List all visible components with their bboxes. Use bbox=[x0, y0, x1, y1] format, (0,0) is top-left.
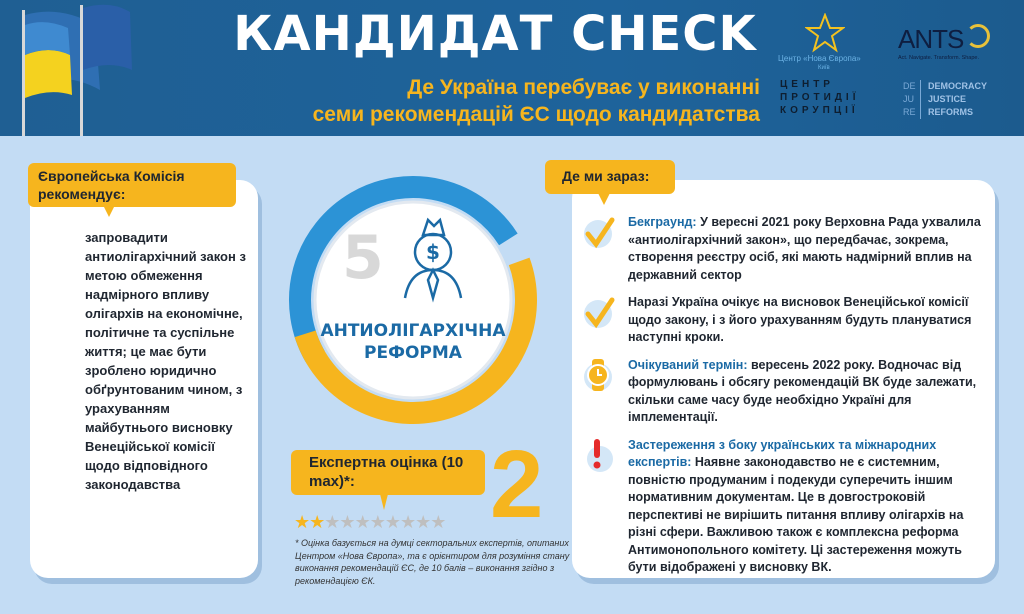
logo-nova-europa: Центр «Нова Європа» bbox=[778, 54, 861, 63]
header bbox=[0, 0, 1024, 136]
star-empty-icon: ★ bbox=[354, 512, 370, 532]
partner-logos bbox=[770, 8, 1020, 128]
item-body bbox=[628, 214, 987, 284]
logo-line: ПРОТИДІЇ bbox=[780, 92, 860, 103]
recommendation-text: запровадити антиолігархічний закон з метою обмеження надмірного впливу олігархів на економічне, політичне та суспільне життя; це має бути зроблено юридично обґрунтованим чином, з урахуванням майбутнього висновку Венеційської комісії щодо відповідного законодавства bbox=[85, 230, 246, 492]
check-icon bbox=[582, 294, 618, 330]
logo-dejure-right bbox=[928, 80, 987, 119]
item-heading: Бекграунд: bbox=[628, 215, 697, 229]
item-text: Наявне законодавство не є системним, повністю продуманим і подекуди суперечить іншим нормативним документам. Це в довгостроковій перспективі не вирішить питання впливу олігархів на різні сфери. Важливою також є комплексна реформа Антимонопольного комітету. Ці застереження можуть бути відображені у висновку ВК. bbox=[628, 455, 964, 574]
star-empty-icon: ★ bbox=[339, 512, 355, 532]
status-item bbox=[582, 214, 987, 284]
logo-line: REFORMS bbox=[928, 107, 973, 117]
item-heading: Застереження з боку українських та міжнародних експертів: bbox=[628, 437, 937, 469]
item-body bbox=[628, 294, 987, 347]
logo-line: JUSTICE bbox=[928, 94, 967, 104]
star-empty-icon: ★ bbox=[384, 512, 400, 532]
item-text: вересень 2022 року. Водночас від формулювань і обсягу рекомендацій ВК буде залежати, скільки саме часу буде необхідно Україні для імплементації. bbox=[628, 357, 977, 424]
logo-line: ЦЕНТР bbox=[780, 79, 834, 90]
rating-score: 2 bbox=[490, 431, 544, 538]
label-tail bbox=[103, 205, 115, 217]
star-empty-icon: ★ bbox=[324, 512, 340, 532]
status-items bbox=[582, 214, 987, 577]
item-text: Наразі Україна очікує на висновок Венеційської комісії щодо закону, і з його урахуванням будуть плануватися наступні кроки. bbox=[628, 295, 972, 344]
logo-ants: ANTS bbox=[898, 24, 964, 54]
star-empty-icon: ★ bbox=[430, 512, 446, 532]
ants-sun-icon bbox=[966, 24, 990, 48]
star-empty-icon: ★ bbox=[399, 512, 416, 532]
flags-icon bbox=[0, 0, 140, 136]
status-item bbox=[582, 294, 987, 347]
rating-footnote: * Оцінка базується на думці секторальних експертів, опитаних Центром «Нова Європа», та є орієнтиром для розуміння стану виконання рекомендацій ЄС, де 10 балів – виконання згідно з рекомендацією ЄК. bbox=[295, 538, 570, 586]
logo-line: RE bbox=[903, 107, 916, 117]
logo-line: DEMOCRACY bbox=[928, 81, 988, 91]
check-icon bbox=[582, 214, 618, 250]
watch-icon bbox=[582, 357, 618, 393]
subtitle-line: семи рекомендацій ЄС щодо кандидатства bbox=[312, 103, 760, 126]
logo-antac bbox=[780, 78, 859, 117]
warning-icon bbox=[582, 437, 618, 473]
logo-dejure-left bbox=[903, 80, 921, 119]
star-empty-icon: ★ bbox=[415, 512, 431, 532]
item-body bbox=[628, 357, 987, 427]
page-title: КАНДИДАТ CHECK bbox=[233, 6, 757, 62]
logo-line: JU bbox=[903, 94, 914, 104]
rating-label: Експертна оцінка (10 max)*: bbox=[291, 450, 485, 495]
logo-line: DE bbox=[903, 81, 916, 91]
label-tail bbox=[380, 494, 388, 510]
status-item bbox=[582, 437, 987, 577]
item-text: У вересні 2021 року Верховна Рада ухвалила «антиолігархічний закон», що передбачає, зокрема, створення реєстру осіб, які мають надмірний вплив на державний сектор bbox=[628, 215, 981, 282]
item-body bbox=[628, 437, 987, 577]
status-label: Де ми зараз: bbox=[545, 160, 675, 194]
logo-city: Київ bbox=[818, 65, 830, 71]
logo-ants-tag: Act. Navigate. Transform. Shape. bbox=[898, 55, 980, 61]
reform-number: 5 bbox=[342, 223, 384, 293]
subtitle bbox=[215, 74, 760, 128]
rating-stars bbox=[294, 512, 445, 532]
reform-title: АНТИОЛІГАРХІЧНА bbox=[320, 321, 506, 341]
svg-text:$: $ bbox=[426, 240, 440, 264]
status-item bbox=[582, 357, 987, 427]
subtitle-line: Де Україна перебуває у виконанні bbox=[407, 76, 760, 99]
star-filled-icon: ★ bbox=[294, 512, 310, 532]
logo-line: КОРУПЦІЇ bbox=[780, 105, 859, 116]
reform-circle bbox=[280, 160, 550, 440]
reform-title: РЕФОРМА bbox=[364, 343, 462, 363]
recommendation-label: Європейська Комісія рекомендує: bbox=[28, 163, 236, 207]
item-heading: Очікуваний термін: bbox=[628, 357, 748, 372]
label-tail bbox=[598, 193, 610, 205]
star-logo-icon bbox=[805, 13, 845, 53]
star-filled-icon: ★ bbox=[309, 512, 325, 532]
star-empty-icon: ★ bbox=[369, 512, 385, 532]
